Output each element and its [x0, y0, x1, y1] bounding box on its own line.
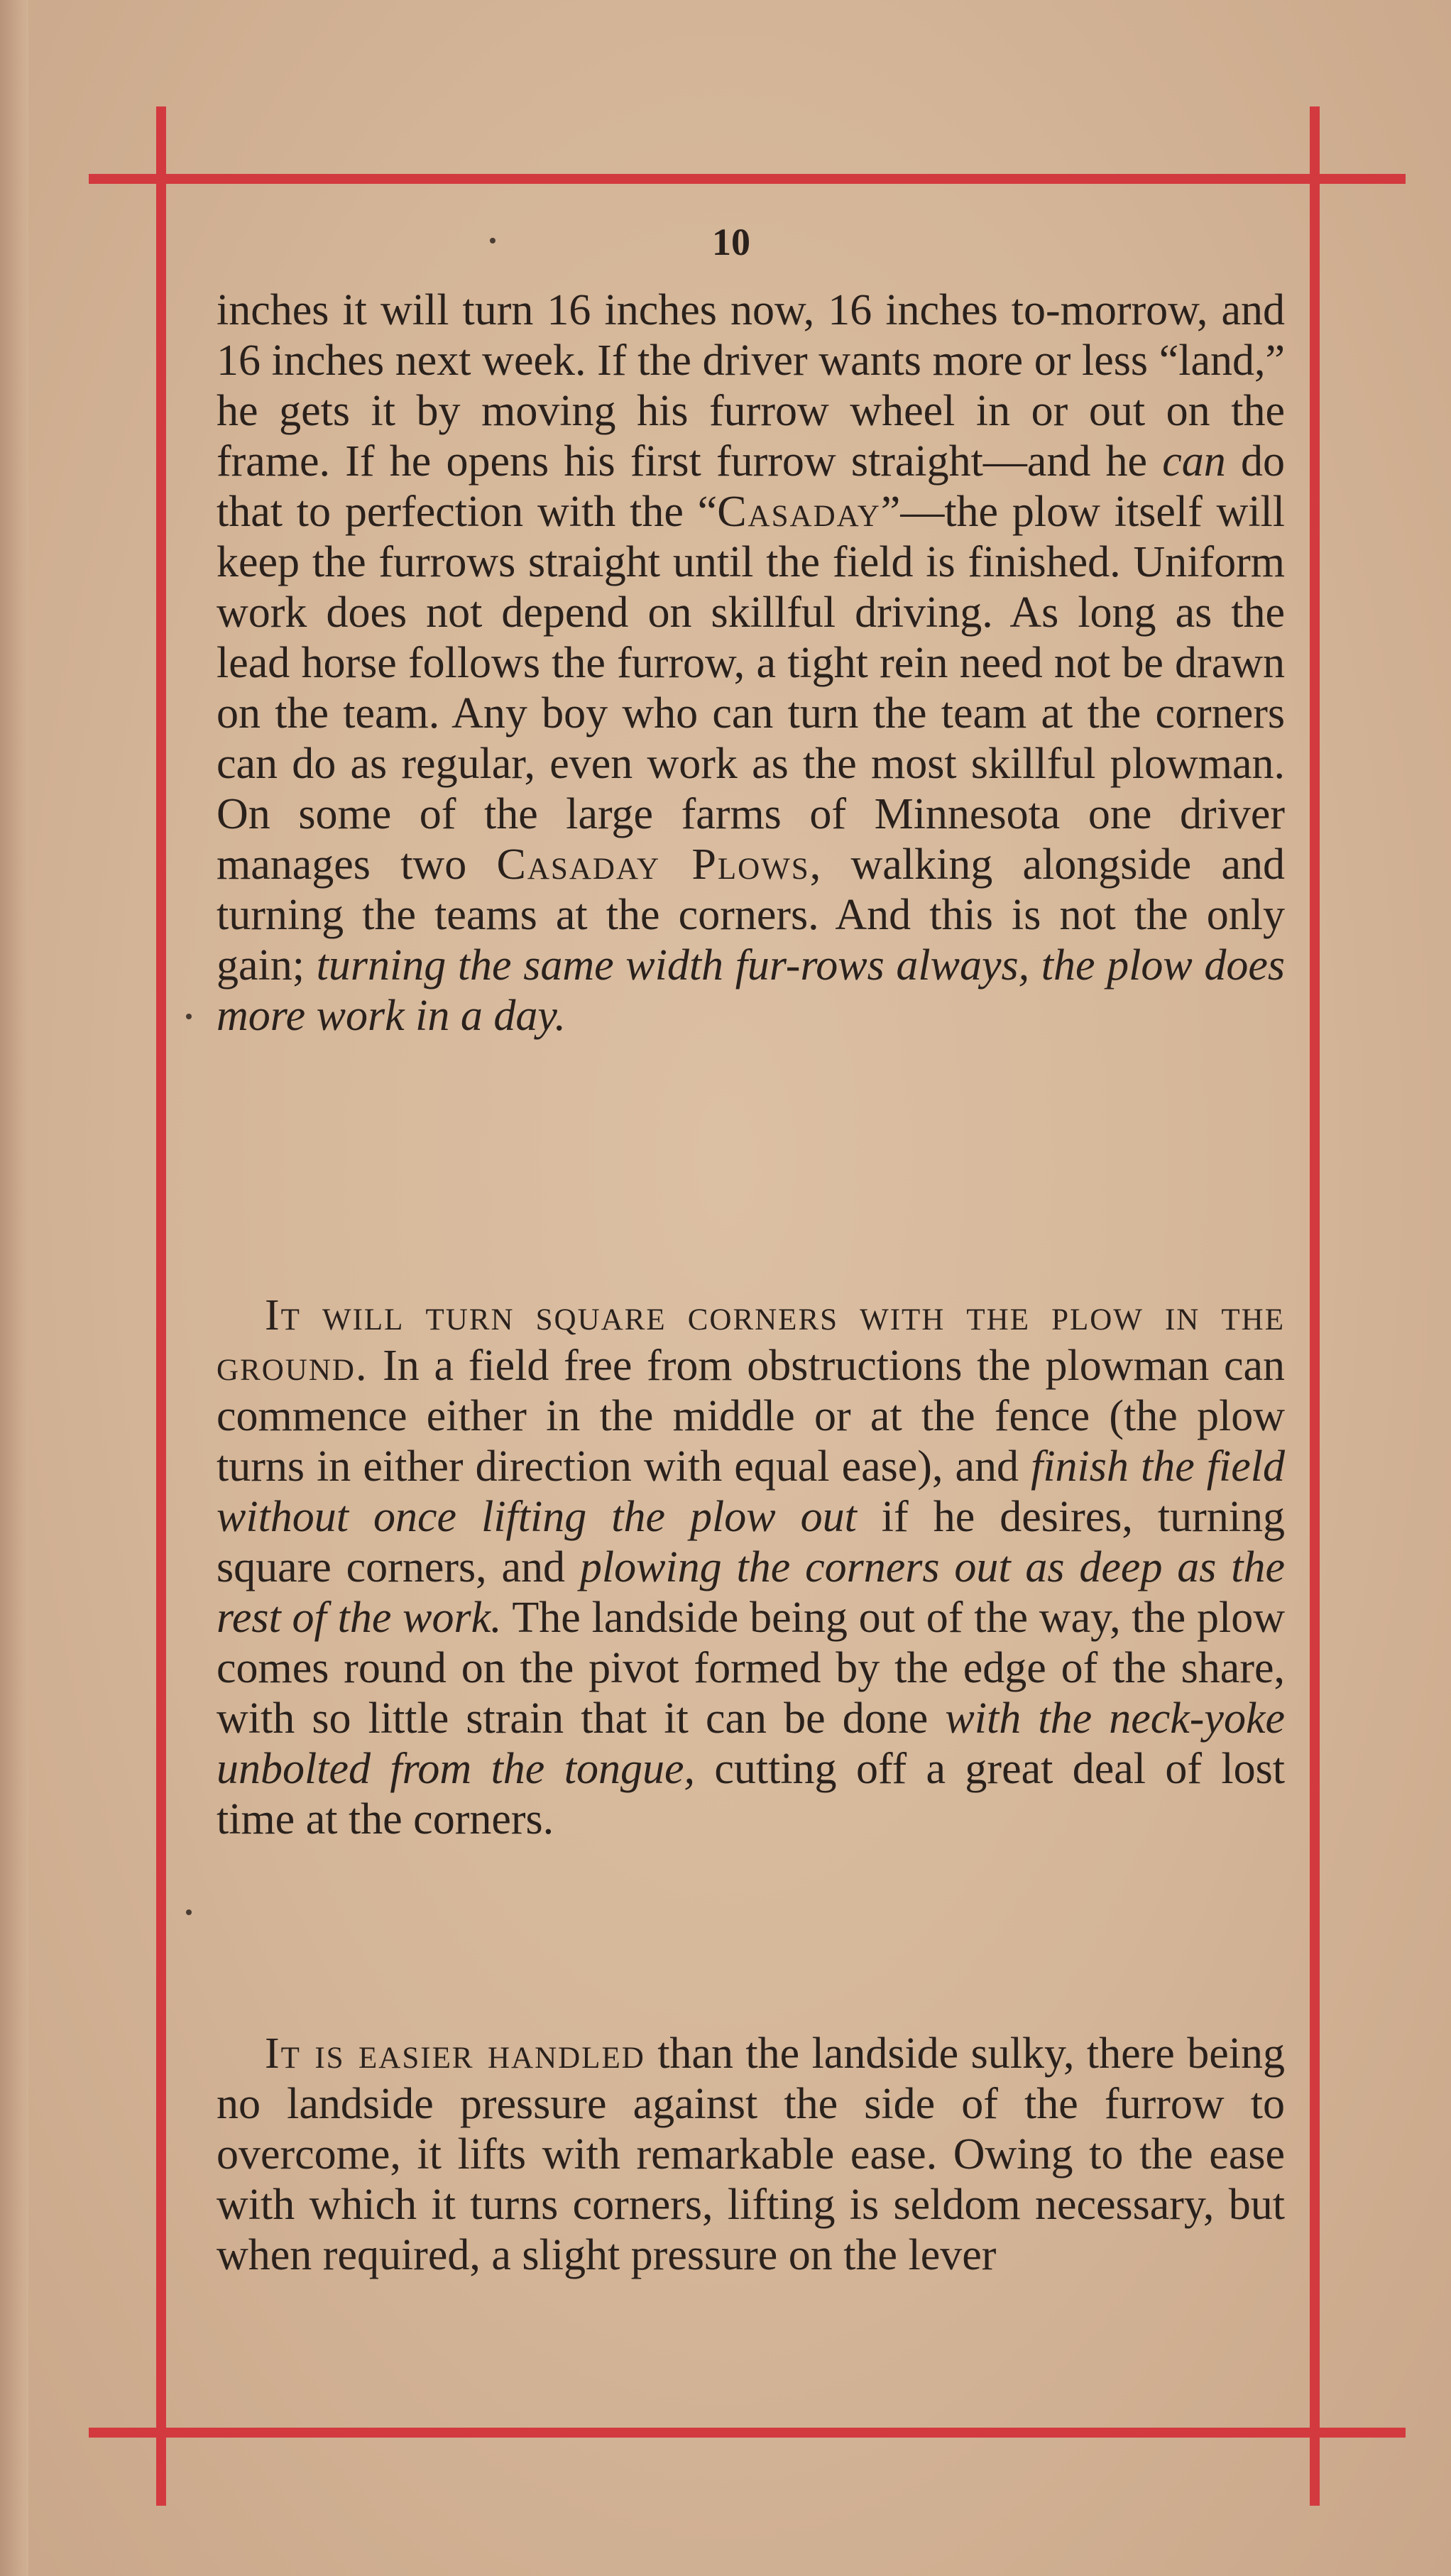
italic-text: can [1162, 437, 1226, 486]
body-text: if he desires, turning square corners, and [217, 1493, 1285, 1591]
paragraph-text [217, 285, 1285, 1041]
ink-speck [186, 1909, 192, 1915]
body-text: The landside being out of the way, the plow comes round on the pivot formed by the edge of the share, with so little strain that it can be done [217, 1594, 1285, 1743]
small-caps-text: Casaday Plows [496, 840, 810, 889]
ink-speck [186, 1014, 192, 1019]
small-caps-text: Casaday [717, 488, 881, 536]
body-text: ”—the plow itself will keep the furrows straight until the field is finished. Uniform work does not depend on skillful driving. As long as the lead horse follows the furrow, a tight rein need not be drawn on the team. Any boy who can turn the team at the corners can do as regular, even work as the most skillful plowman. On some of the large farms of Minnesota one driver manages two [217, 488, 1286, 889]
body-text: than the landside sulky, there being no landside pressure against the side of the furrow to overcome, it lifts with remarkable ease. Owing to the ease with which it turns corners, lifting is seldom necessary, but when required, a slight pressure on the lever [217, 2029, 1285, 2279]
paragraph-1 [217, 285, 1285, 1041]
paragraph-text [217, 2029, 1285, 2281]
italic-text: turning the same width fur-rows always, the plow does more work in a day. [217, 941, 1285, 1040]
red-rule-left [156, 106, 166, 2506]
body-text: cutting off a great deal of lost time at the corners. [217, 1745, 1285, 1843]
small-caps-text: It is easier handled [265, 2029, 645, 2078]
body-text: do that to perfection with the “ [217, 437, 1285, 536]
page-edge-shadow [0, 0, 28, 2576]
body-text: In a field free from obstructions the plowman can commence either in the middle or at the fence (the plow turns in either direction with equal ease), and [217, 1342, 1285, 1491]
small-caps-text: It will turn square corners with the plow in the ground. [217, 1291, 1285, 1390]
red-rule-right [1310, 106, 1320, 2506]
red-rule-bottom [89, 2428, 1406, 2438]
body-text: inches it will turn 16 inches now, 16 inches to-morrow, and 16 inches next week. If the driver wants more or less “land,” he gets it by moving his furrow wheel in or out on the frame. If he opens his first furrow straight—and he [217, 286, 1285, 486]
red-rule-top [89, 174, 1406, 184]
ink-speck [490, 238, 495, 243]
page-number: 10 [712, 221, 750, 263]
paragraph-3 [217, 2029, 1285, 2281]
italic-text: plowing the corners out as deep as the rest of the work. [217, 1543, 1286, 1642]
italic-text: finish the field without once lifting the plow out [217, 1442, 1285, 1541]
paragraph-2 [217, 1290, 1285, 1845]
paragraph-text [217, 1290, 1285, 1845]
body-text: , walking alongside and turning the teams at the corners. And this is not the only gain; [217, 840, 1285, 990]
italic-text: with the neck-yoke unbolted from the tongue, [217, 1694, 1285, 1793]
